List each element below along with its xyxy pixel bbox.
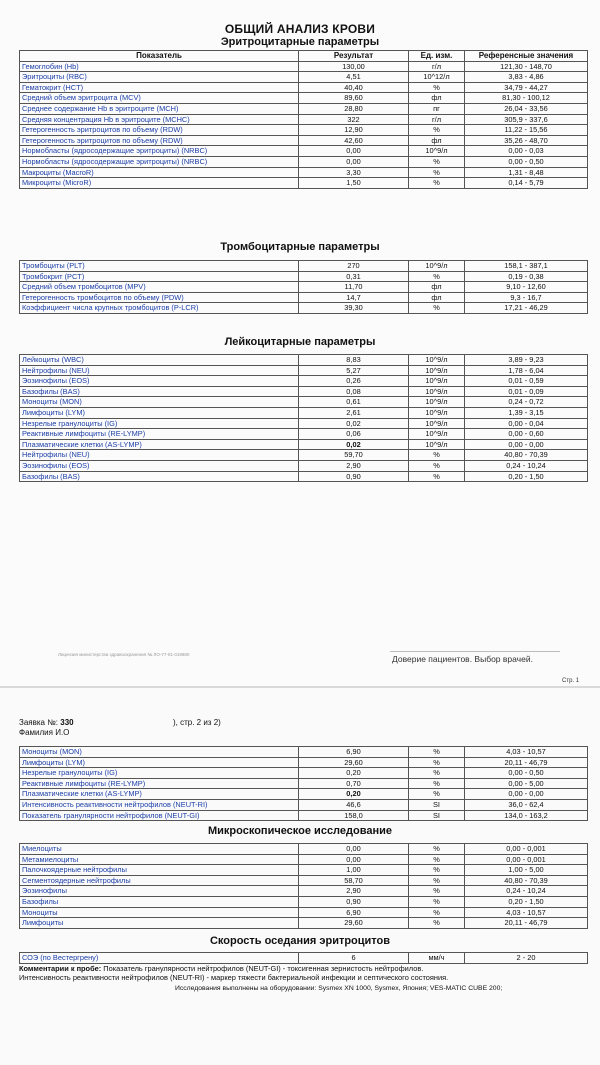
reference-range: 0,00 - 0,001 <box>465 854 588 865</box>
result-value: 89,60 <box>299 93 409 104</box>
table-row <box>20 747 588 758</box>
parameter-name: Коэффициент числа крупных тромбоцитов (P-LCR) <box>20 303 299 314</box>
table-row <box>20 82 588 93</box>
unit-value: 10^9/л <box>409 261 465 272</box>
parameter-name: Гетерогенность эритроцитов по объему (RDW) <box>20 135 299 146</box>
table-row <box>20 757 588 768</box>
parameter-name: Незрелые гранулоциты (IG) <box>20 418 299 429</box>
parameter-name: Реактивные лимфоциты (RE-LYMP) <box>20 778 299 789</box>
parameter-name: Миелоциты <box>20 844 299 855</box>
unit-value: 10^9/л <box>409 418 465 429</box>
parameter-name: Тромбоциты (PLT) <box>20 261 299 272</box>
parameter-name: Базофилы <box>20 896 299 907</box>
table-row <box>20 114 588 125</box>
unit-value: % <box>409 875 465 886</box>
unit-value: % <box>409 844 465 855</box>
result-value: 2,90 <box>299 460 409 471</box>
unit-value: 10^9/л <box>409 365 465 376</box>
table-row <box>20 778 588 789</box>
reference-range: 20,11 - 46,79 <box>465 918 588 929</box>
reference-range: 305,9 - 337,6 <box>465 114 588 125</box>
unit-value: мм/ч <box>409 953 465 964</box>
unit-value: % <box>409 156 465 167</box>
unit-value: % <box>409 167 465 178</box>
reference-range: 0,19 - 0,38 <box>465 271 588 282</box>
unit-value: 10^9/л <box>409 386 465 397</box>
result-value: 0,61 <box>299 397 409 408</box>
parameter-name: Гемоглобин (Hb) <box>20 61 299 72</box>
footer-divider <box>390 651 560 652</box>
result-value: 5,27 <box>299 365 409 376</box>
parameter-name: Микроциты (MicroR) <box>20 178 299 189</box>
reference-range: 11,22 - 15,56 <box>465 125 588 136</box>
table-row <box>20 789 588 800</box>
reference-range: 9,3 - 16,7 <box>465 292 588 303</box>
table-row <box>20 810 588 821</box>
parameter-name: Сегментоядерные нейтрофилы <box>20 875 299 886</box>
table-row <box>20 103 588 114</box>
result-value: 0,06 <box>299 429 409 440</box>
table-row <box>20 355 588 366</box>
reference-range: 0,00 - 0,00 <box>465 789 588 800</box>
parameter-name: Интенсивность реактивности нейтрофилов (NEUT-RI) <box>20 799 299 810</box>
patient-name: Фамилия И.О <box>19 728 70 737</box>
section-title-leukocyte: Лейкоцитарные параметры <box>224 336 376 348</box>
unit-value: % <box>409 865 465 876</box>
result-value: 46,6 <box>299 799 409 810</box>
table-row <box>20 156 588 167</box>
unit-value: фл <box>409 93 465 104</box>
unit-value: г/л <box>409 61 465 72</box>
unit-value: фл <box>409 292 465 303</box>
unit-value: % <box>409 178 465 189</box>
table-row <box>20 282 588 293</box>
request-label: Заявка №: <box>19 718 59 727</box>
unit-value: г/л <box>409 114 465 125</box>
reference-range: 1,00 - 5,00 <box>465 865 588 876</box>
parameter-name: Средняя концентрация Hb в эритроците (MCHC) <box>20 114 299 125</box>
unit-value: % <box>409 471 465 482</box>
reference-range: 34,79 - 44,27 <box>465 82 588 93</box>
unit-value: % <box>409 789 465 800</box>
unit-value: фл <box>409 282 465 293</box>
table-row <box>20 61 588 72</box>
microscopy-table <box>19 843 588 929</box>
unit-value: пг <box>409 103 465 114</box>
result-value: 59,70 <box>299 450 409 461</box>
reference-range: 40,80 - 70,39 <box>465 450 588 461</box>
result-value: 0,20 <box>299 789 409 800</box>
unit-value: % <box>409 450 465 461</box>
table-row <box>20 953 588 964</box>
result-value: 0,90 <box>299 896 409 907</box>
reference-range: 9,10 - 12,60 <box>465 282 588 293</box>
result-value: 130,00 <box>299 61 409 72</box>
unit-value: % <box>409 768 465 779</box>
unit-value: % <box>409 747 465 758</box>
result-value: 3,30 <box>299 167 409 178</box>
table-row <box>20 471 588 482</box>
unit-value: % <box>409 854 465 865</box>
table-row <box>20 799 588 810</box>
parameter-name: Среднее содержание Hb в эритроците (MCH) <box>20 103 299 114</box>
result-value: 0,08 <box>299 386 409 397</box>
leukocyte-table <box>19 354 588 482</box>
parameter-name: Гетерогенность тромбоцитов по объему (PDW) <box>20 292 299 303</box>
reference-range: 134,0 - 163,2 <box>465 810 588 821</box>
parameter-name: Лимфоциты <box>20 918 299 929</box>
table-row <box>20 303 588 314</box>
result-value: 0,00 <box>299 844 409 855</box>
parameter-name: Базофилы (BAS) <box>20 471 299 482</box>
result-value: 6,90 <box>299 747 409 758</box>
parameter-name: Палочкоядерные нейтрофилы <box>20 865 299 876</box>
parameter-name: Эозинофилы <box>20 886 299 897</box>
parameter-name: Лимфоциты (LYM) <box>20 407 299 418</box>
unit-value: % <box>409 271 465 282</box>
result-value: 0,90 <box>299 471 409 482</box>
parameter-name: Средний объем эритроцита (MCV) <box>20 93 299 104</box>
parameter-name: Плазматические клетки (AS-LYMP) <box>20 789 299 800</box>
parameter-name: Эритроциты (RBC) <box>20 72 299 83</box>
page-number: Стр. 1 <box>562 678 580 684</box>
section-title-esr: Скорость оседания эритроцитов <box>209 935 391 947</box>
unit-value: % <box>409 82 465 93</box>
reference-range: 1,39 - 3,15 <box>465 407 588 418</box>
parameter-name: Реактивные лимфоциты (RE-LYMP) <box>20 429 299 440</box>
parameter-name: Лейкоциты (WBC) <box>20 355 299 366</box>
unit-value: 10^9/л <box>409 429 465 440</box>
parameter-name: Нейтрофилы (NEU) <box>20 450 299 461</box>
section-title-erythrocyte: Эритроцитарные параметры <box>220 36 380 48</box>
parameter-name: Тромбокрит (PCT) <box>20 271 299 282</box>
request-line <box>19 718 221 727</box>
result-value: 8,83 <box>299 355 409 366</box>
reference-range: 40,80 - 70,39 <box>465 875 588 886</box>
table-row <box>20 271 588 282</box>
result-value: 1,50 <box>299 178 409 189</box>
reference-range: 4,03 - 10,57 <box>465 747 588 758</box>
unit-value: % <box>409 918 465 929</box>
unit-value: % <box>409 460 465 471</box>
reference-range: 26,04 - 33,56 <box>465 103 588 114</box>
table-row <box>20 918 588 929</box>
header-result: Результат <box>299 51 409 62</box>
table-row <box>20 386 588 397</box>
leukocyte-percent-table <box>19 746 588 821</box>
result-value: 0,00 <box>299 156 409 167</box>
reference-range: 0,00 - 0,03 <box>465 146 588 157</box>
table-row <box>20 907 588 918</box>
table-row <box>20 178 588 189</box>
reference-range: 0,20 - 1,50 <box>465 896 588 907</box>
parameter-name: Нормобласты (ядросодержащие эритроциты) (NRBC) <box>20 156 299 167</box>
table-row <box>20 844 588 855</box>
table-row <box>20 418 588 429</box>
parameter-name: Лимфоциты (LYM) <box>20 757 299 768</box>
table-row <box>20 896 588 907</box>
reference-range: 0,00 - 0,00 <box>465 439 588 450</box>
result-value: 2,90 <box>299 886 409 897</box>
table-row <box>20 376 588 387</box>
table-row <box>20 886 588 897</box>
table-row <box>20 72 588 83</box>
result-value: 270 <box>299 261 409 272</box>
reference-range: 2 - 20 <box>465 953 588 964</box>
table-row <box>20 460 588 471</box>
table-row <box>20 261 588 272</box>
reference-range: 0,20 - 1,50 <box>465 471 588 482</box>
result-value: 1,00 <box>299 865 409 876</box>
table-row <box>20 365 588 376</box>
parameter-name: Моноциты (MON) <box>20 397 299 408</box>
unit-value: % <box>409 778 465 789</box>
table-row <box>20 429 588 440</box>
header-parameter: Показатель <box>20 51 299 62</box>
parameter-name: Эозинофилы (EOS) <box>20 460 299 471</box>
parameter-name: Нормобласты (ядросодержащие эритроциты) (NRBC) <box>20 146 299 157</box>
table-row <box>20 768 588 779</box>
footer-slogan: Доверие пациентов. Выбор врачей. <box>392 654 533 664</box>
table-row <box>20 93 588 104</box>
result-value: 158,0 <box>299 810 409 821</box>
result-value: 11,70 <box>299 282 409 293</box>
result-value: 58,70 <box>299 875 409 886</box>
parameter-name: Плазматические клетки (AS-LYMP) <box>20 439 299 450</box>
platelet-table <box>19 260 588 314</box>
request-number: 330 <box>60 718 74 727</box>
reference-range: 0,00 - 0,50 <box>465 156 588 167</box>
parameter-name: Эозинофилы (EOS) <box>20 376 299 387</box>
header-reference: Референсные значения <box>465 51 588 62</box>
table-row <box>20 439 588 450</box>
reference-range: 158,1 - 387,1 <box>465 261 588 272</box>
table-row <box>20 450 588 461</box>
parameter-name: Базофилы (BAS) <box>20 386 299 397</box>
table-header-row <box>20 51 588 62</box>
sample-comment <box>19 964 579 982</box>
license-note: Лицензия министерства здравоохранения № ЛО-77-01-019880 <box>58 652 190 657</box>
erythrocyte-table <box>19 50 588 189</box>
unit-value: % <box>409 125 465 136</box>
unit-value: % <box>409 896 465 907</box>
result-value: 0,02 <box>299 418 409 429</box>
result-value: 40,40 <box>299 82 409 93</box>
reference-range: 0,24 - 10,24 <box>465 886 588 897</box>
esr-table <box>19 952 588 964</box>
reference-range: 20,11 - 46,79 <box>465 757 588 768</box>
result-value: 39,30 <box>299 303 409 314</box>
result-value: 2,61 <box>299 407 409 418</box>
result-value: 322 <box>299 114 409 125</box>
reference-range: 0,00 - 5,00 <box>465 778 588 789</box>
header-unit: Ед. изм. <box>409 51 465 62</box>
reference-range: 0,24 - 10,24 <box>465 460 588 471</box>
unit-value: % <box>409 757 465 768</box>
unit-value: % <box>409 907 465 918</box>
result-value: 0,00 <box>299 146 409 157</box>
reference-range: 0,14 - 5,79 <box>465 178 588 189</box>
result-value: 29,60 <box>299 918 409 929</box>
reference-range: 0,24 - 0,72 <box>465 397 588 408</box>
unit-value: 10^12/л <box>409 72 465 83</box>
reference-range: 0,01 - 0,09 <box>465 386 588 397</box>
result-value: 29,60 <box>299 757 409 768</box>
reference-range: 0,01 - 0,59 <box>465 376 588 387</box>
equipment-note: Исследования выполнены на оборудовании: Sysmex XN 1000, Sysmex, Япония; VES-MATIC CUBE 200; <box>175 985 503 992</box>
reference-range: 35,26 - 48,70 <box>465 135 588 146</box>
unit-value: 10^9/л <box>409 407 465 418</box>
result-value: 0,00 <box>299 854 409 865</box>
reference-range: 36,0 - 62,4 <box>465 799 588 810</box>
reference-range: 121,30 - 148,70 <box>465 61 588 72</box>
unit-value: 10^9/л <box>409 439 465 450</box>
comment-line-1: Показатель гранулярности нейтрофилов (NEUT-GI) - токсигенная зернистость нейтрофилов. <box>103 964 424 973</box>
unit-value: SI <box>409 810 465 821</box>
unit-value: 10^9/л <box>409 397 465 408</box>
reference-range: 1,78 - 6,04 <box>465 365 588 376</box>
result-value: 28,80 <box>299 103 409 114</box>
parameter-name: Метамиелоциты <box>20 854 299 865</box>
table-row <box>20 397 588 408</box>
table-row <box>20 865 588 876</box>
reference-range: 81,30 - 100,12 <box>465 93 588 104</box>
table-row <box>20 875 588 886</box>
result-value: 0,02 <box>299 439 409 450</box>
result-value: 42,60 <box>299 135 409 146</box>
reference-range: 0,00 - 0,001 <box>465 844 588 855</box>
table-row <box>20 854 588 865</box>
result-value: 6 <box>299 953 409 964</box>
section-title-microscopy: Микроскопическое исследование <box>208 825 392 837</box>
table-row <box>20 135 588 146</box>
comment-line-2: Интенсивность реактивности нейтрофилов (NEUT-RI) - маркер тяжести бактериальной инфекции и септического состояния. <box>19 973 449 983</box>
parameter-name: СОЭ (по Вестергрену) <box>20 953 299 964</box>
table-row <box>20 125 588 136</box>
parameter-name: Макроциты (MacroR) <box>20 167 299 178</box>
result-value: 0,31 <box>299 271 409 282</box>
unit-value: фл <box>409 135 465 146</box>
reference-range: 1,31 - 8,48 <box>465 167 588 178</box>
report-page-2 <box>0 688 600 1065</box>
unit-value: 10^9/л <box>409 376 465 387</box>
parameter-name: Гематокрит (HCT) <box>20 82 299 93</box>
report-title: ОБЩИЙ АНАЛИЗ КРОВИ <box>224 22 376 36</box>
result-value: 12,90 <box>299 125 409 136</box>
section-title-platelet: Тромбоцитарные параметры <box>220 241 380 253</box>
parameter-name: Показатель гранулярности нейтрофилов (NEUT-GI) <box>20 810 299 821</box>
parameter-name: Моноциты <box>20 907 299 918</box>
reference-range: 4,03 - 10,57 <box>465 907 588 918</box>
table-row <box>20 292 588 303</box>
parameter-name: Средний объем тромбоцитов (MPV) <box>20 282 299 293</box>
parameter-name: Незрелые гранулоциты (IG) <box>20 768 299 779</box>
unit-value: 10^9/л <box>409 146 465 157</box>
parameter-name: Моноциты (MON) <box>20 747 299 758</box>
unit-value: 10^9/л <box>409 355 465 366</box>
page-info: ), стр. 2 из 2) <box>173 718 221 727</box>
table-row <box>20 146 588 157</box>
table-row <box>20 407 588 418</box>
unit-value: % <box>409 886 465 897</box>
reference-range: 0,00 - 0,04 <box>465 418 588 429</box>
result-value: 0,20 <box>299 768 409 779</box>
result-value: 4,51 <box>299 72 409 83</box>
result-value: 0,70 <box>299 778 409 789</box>
reference-range: 0,00 - 0,50 <box>465 768 588 779</box>
unit-value: SI <box>409 799 465 810</box>
reference-range: 3,83 - 4,86 <box>465 72 588 83</box>
reference-range: 0,00 - 0,60 <box>465 429 588 440</box>
result-value: 6,90 <box>299 907 409 918</box>
comment-label: Комментарии к пробе: <box>19 964 102 973</box>
unit-value: % <box>409 303 465 314</box>
reference-range: 3,89 - 9,23 <box>465 355 588 366</box>
result-value: 0,26 <box>299 376 409 387</box>
result-value: 14,7 <box>299 292 409 303</box>
parameter-name: Гетерогенность эритроцитов по объему (RDW) <box>20 125 299 136</box>
table-row <box>20 167 588 178</box>
parameter-name: Нейтрофилы (NEU) <box>20 365 299 376</box>
reference-range: 17,21 - 46,29 <box>465 303 588 314</box>
